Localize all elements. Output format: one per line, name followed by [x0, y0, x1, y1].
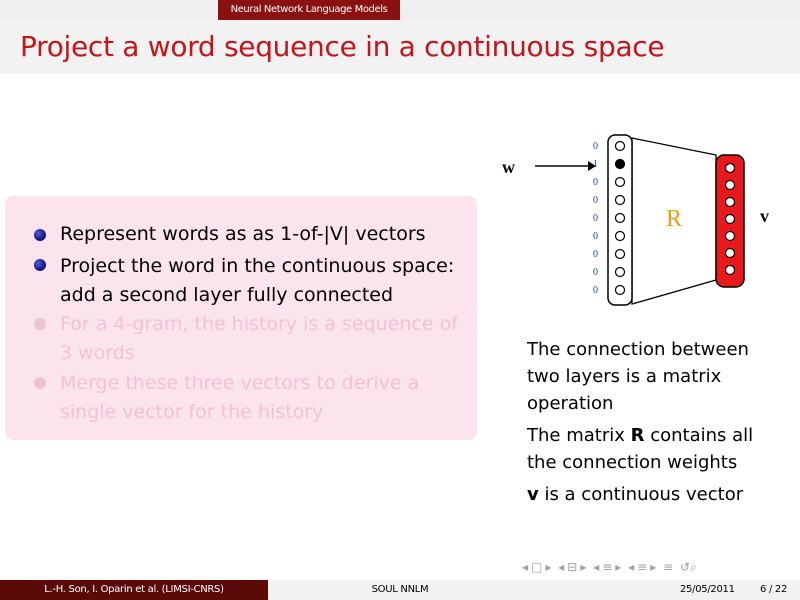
- output-label: v: [760, 206, 769, 226]
- nav-next-subsection-icon[interactable]: ▸: [580, 560, 587, 574]
- footer-date: 25/05/2011: [680, 584, 735, 595]
- bullet-text-continued: 3 words: [60, 342, 135, 364]
- section-tab[interactable]: Neural Network Language Models: [218, 0, 400, 20]
- input-value: 1: [593, 159, 598, 170]
- caption-line: [527, 481, 743, 508]
- input-values: [593, 141, 598, 296]
- bullet-marker: [34, 318, 46, 330]
- input-value: 0: [593, 249, 598, 260]
- input-value: 0: [593, 177, 598, 188]
- bullet-text: Project the word in the continuous space:: [60, 255, 455, 277]
- vector-symbol: v: [527, 484, 539, 505]
- input-value: 0: [593, 285, 598, 296]
- input-value: 0: [593, 231, 598, 242]
- nav-prev-subsection-icon[interactable]: ◂: [558, 560, 565, 574]
- nav-next-section-icon[interactable]: ▸: [615, 560, 622, 574]
- nav-subsection-icon[interactable]: ⊟: [567, 560, 578, 574]
- nav-first-icon[interactable]: ◂: [522, 560, 529, 574]
- nav-section-icon[interactable]: ≡: [602, 560, 613, 574]
- bullet-marker: [34, 377, 46, 389]
- caption-text: The matrix: [527, 425, 631, 446]
- footer: [0, 580, 800, 600]
- matrix-label: R: [666, 206, 683, 232]
- bullet-text: For a 4-gram, the history is a sequence of: [60, 313, 458, 335]
- footer-info: [532, 580, 800, 600]
- nav-next-icon[interactable]: ▸: [545, 560, 552, 574]
- caption-text: is a continuous vector: [538, 484, 744, 505]
- bullet-marker: [34, 259, 46, 271]
- nav-back-icon[interactable]: ≡: [663, 560, 674, 574]
- nav-next-doc-icon[interactable]: ▸: [650, 560, 657, 574]
- caption-line: two layers is a matrix: [527, 366, 722, 387]
- footer-authors[interactable]: L.-H. Son, I. Oparin et al. (LIMSI-CNRS): [0, 580, 268, 600]
- input-arrow: [535, 161, 596, 171]
- nav-doc-icon[interactable]: ≡: [637, 560, 648, 574]
- bullet-marker: [34, 229, 46, 241]
- footer-title[interactable]: SOUL NNLM: [268, 580, 532, 600]
- caption-text: contains all: [644, 425, 754, 446]
- input-label: w: [502, 157, 515, 177]
- nav-prev-section-icon[interactable]: ◂: [593, 560, 600, 574]
- caption-line: [527, 422, 753, 449]
- header-bar: [0, 0, 800, 20]
- bullet-text-continued: single vector for the history: [60, 401, 324, 423]
- caption-line: The connection between: [527, 339, 749, 360]
- nav-frame-icon[interactable]: □: [531, 560, 543, 574]
- caption-line: the connection weights: [527, 452, 738, 473]
- nav-prev-doc-icon[interactable]: ◂: [628, 560, 635, 574]
- navigation-bar: [522, 560, 792, 578]
- input-value: 0: [593, 267, 598, 278]
- input-value: 0: [593, 195, 598, 206]
- bullet-text-continued: add a second layer fully connected: [60, 284, 394, 306]
- nav-search-icon[interactable]: ↺⌕: [679, 560, 697, 574]
- bullet-text: Merge these three vectors to derive a: [60, 372, 420, 394]
- input-value: 0: [593, 213, 598, 224]
- bullet-text: Represent words as as 1-of-|V| vectors: [60, 223, 426, 245]
- matrix-symbol: R: [630, 425, 645, 446]
- page-number: 6 / 22: [760, 584, 788, 595]
- projection-diagram: [490, 130, 790, 310]
- input-value: 0: [593, 141, 598, 152]
- caption-line: operation: [527, 393, 614, 414]
- slide-title: Project a word sequence in a continuous space: [20, 30, 665, 63]
- input-nodes: [616, 142, 625, 295]
